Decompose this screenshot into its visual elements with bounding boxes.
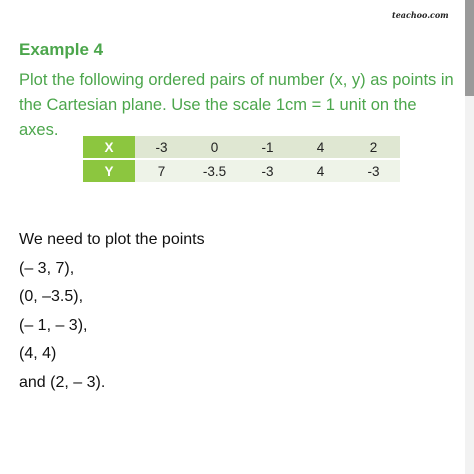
question-text: Plot the following ordered pairs of number (x, y) as points in the Cartesian plane. Use the scale 1cm = 1 unit on the axes. — [19, 71, 454, 139]
ordered-pairs-table — [83, 136, 400, 182]
table-cell: -3 — [135, 136, 188, 159]
point-item: (4, 4) — [19, 345, 57, 362]
point-item: (– 1, – 3), — [19, 316, 88, 334]
table-cell: 0 — [188, 136, 241, 159]
table-row-y — [83, 159, 400, 182]
watermark: teachoo.com — [392, 10, 449, 20]
point-item: and (2, – 3). — [19, 373, 106, 391]
table-cell: 4 — [294, 136, 347, 159]
table-row-x — [83, 136, 400, 159]
example-heading: Example 4 — [19, 40, 104, 59]
table-cell: -3 — [347, 159, 400, 182]
point-item: (0, –3.5), — [19, 288, 84, 305]
table-cell: -1 — [241, 136, 294, 159]
table-cell: -3 — [241, 159, 294, 182]
scrollbar-thumb[interactable] — [465, 0, 474, 96]
table-cell: 7 — [135, 159, 188, 182]
y-header-cell: Y — [83, 159, 135, 182]
x-header-cell: X — [83, 136, 135, 159]
answer-intro: We need to plot the points — [19, 231, 205, 248]
table-cell: -3.5 — [188, 159, 241, 182]
point-item: (– 3, 7), — [19, 259, 75, 277]
table-cell: 4 — [294, 159, 347, 182]
table-cell: 2 — [347, 136, 400, 159]
answer-section — [19, 226, 205, 397]
